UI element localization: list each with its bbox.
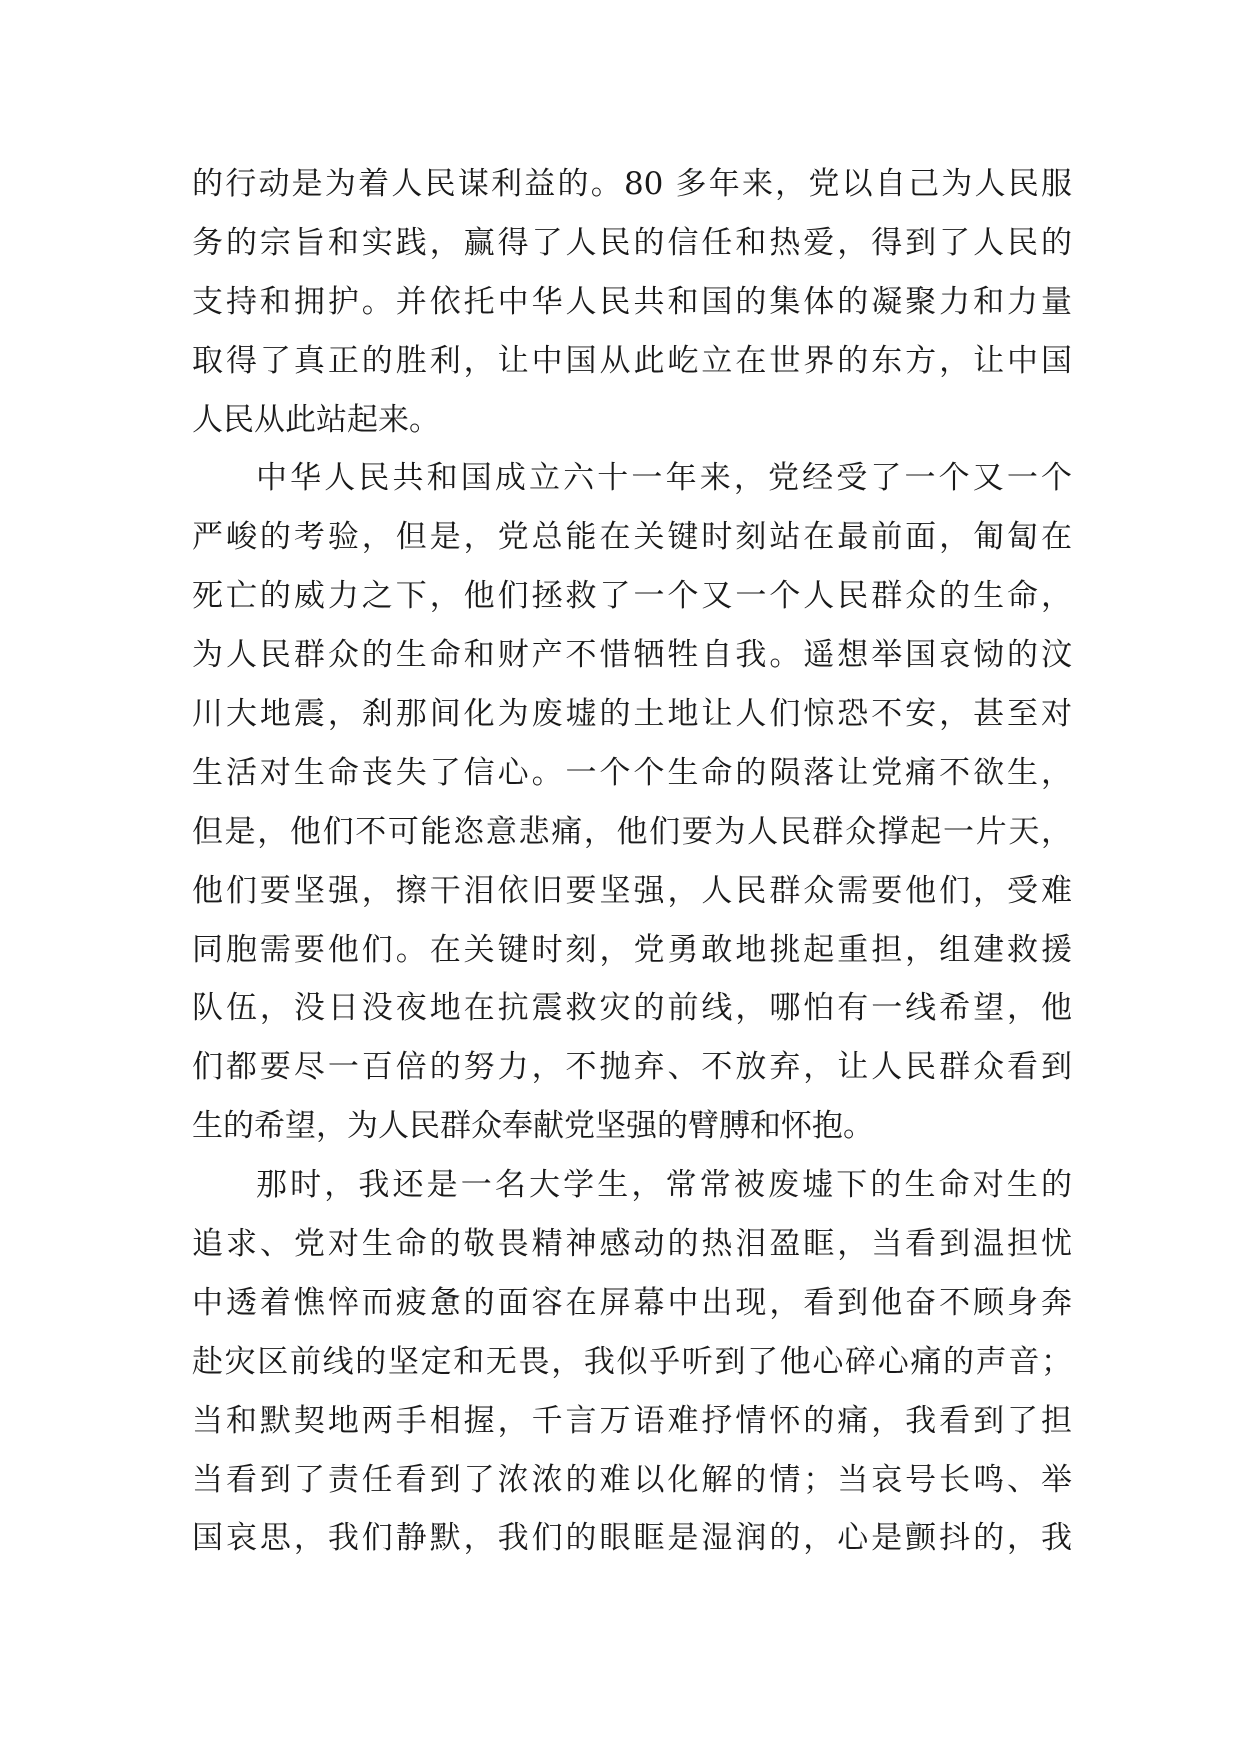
text-line: 国哀思，我们静默，我们的眼眶是湿润的，心是颤抖的，我 <box>192 1520 1072 1557</box>
text-line: 赴灾区前线的坚定和无畏，我似乎听到了他心碎心痛的声音； <box>192 1343 1072 1380</box>
text-line: 们都要尽一百倍的努力，不抛弃、不放弃，让人民群众看到 <box>192 1049 1072 1086</box>
paragraph-start-line: 中华人民共和国成立六十一年来，党经受了一个又一个 <box>256 460 1072 497</box>
text-line: 严峻的考验，但是，党总能在关键时刻站在最前面，匍匐在 <box>192 519 1072 556</box>
text-line: 当看到了责任看到了浓浓的难以化解的情；当哀号长鸣、举 <box>192 1461 1072 1498</box>
text-line: 人民从此站起来。 <box>192 401 440 438</box>
text-line: 的行动是为着人民谋利益的。80 多年来，党以自己为人民服 <box>192 166 1072 202</box>
text-line: 川大地震，刹那间化为废墟的土地让人们惊恐不安，甚至对 <box>192 696 1072 733</box>
text-line: 务的宗旨和实践，赢得了人民的信任和热爱，得到了人民的 <box>192 224 1072 261</box>
text-line: 中透着憔悴而疲惫的面容在屏幕中出现，看到他奋不顾身奔 <box>192 1284 1072 1321</box>
text-line: 取得了真正的胜利，让中国从此屹立在世界的东方，让中国 <box>192 342 1072 379</box>
text-line: 支持和拥护。并依托中华人民共和国的集体的凝聚力和力量 <box>192 283 1072 320</box>
text-line: 为人民群众的生命和财产不惜牺牲自我。遥想举国哀恸的汶 <box>192 637 1072 674</box>
text-line: 追求、党对生命的敬畏精神感动的热泪盈眶，当看到温担忧 <box>192 1226 1072 1263</box>
text-line: 生活对生命丧失了信心。一个个生命的陨落让党痛不欲生， <box>192 754 1072 791</box>
text-line: 同胞需要他们。在关键时刻，党勇敢地挑起重担，组建救援 <box>192 931 1072 968</box>
paragraph-start-line: 那时，我还是一名大学生，常常被废墟下的生命对生的 <box>256 1167 1072 1204</box>
text-line: 他们要坚强，擦干泪依旧要坚强，人民群众需要他们，受难 <box>192 872 1072 909</box>
text-line: 当和默契地两手相握，千言万语难抒情怀的痛，我看到了担 <box>192 1402 1072 1439</box>
text-line: 死亡的威力之下，他们拯救了一个又一个人民群众的生命， <box>192 578 1072 615</box>
body-text <box>192 155 1072 1568</box>
text-line: 生的希望，为人民群众奉献党坚强的臂膊和怀抱。 <box>192 1108 874 1145</box>
text-line: 队伍，没日没夜地在抗震救灾的前线，哪怕有一线希望，他 <box>192 990 1072 1027</box>
text-line: 但是，他们不可能恣意悲痛，他们要为人民群众撑起一片天， <box>192 813 1072 850</box>
